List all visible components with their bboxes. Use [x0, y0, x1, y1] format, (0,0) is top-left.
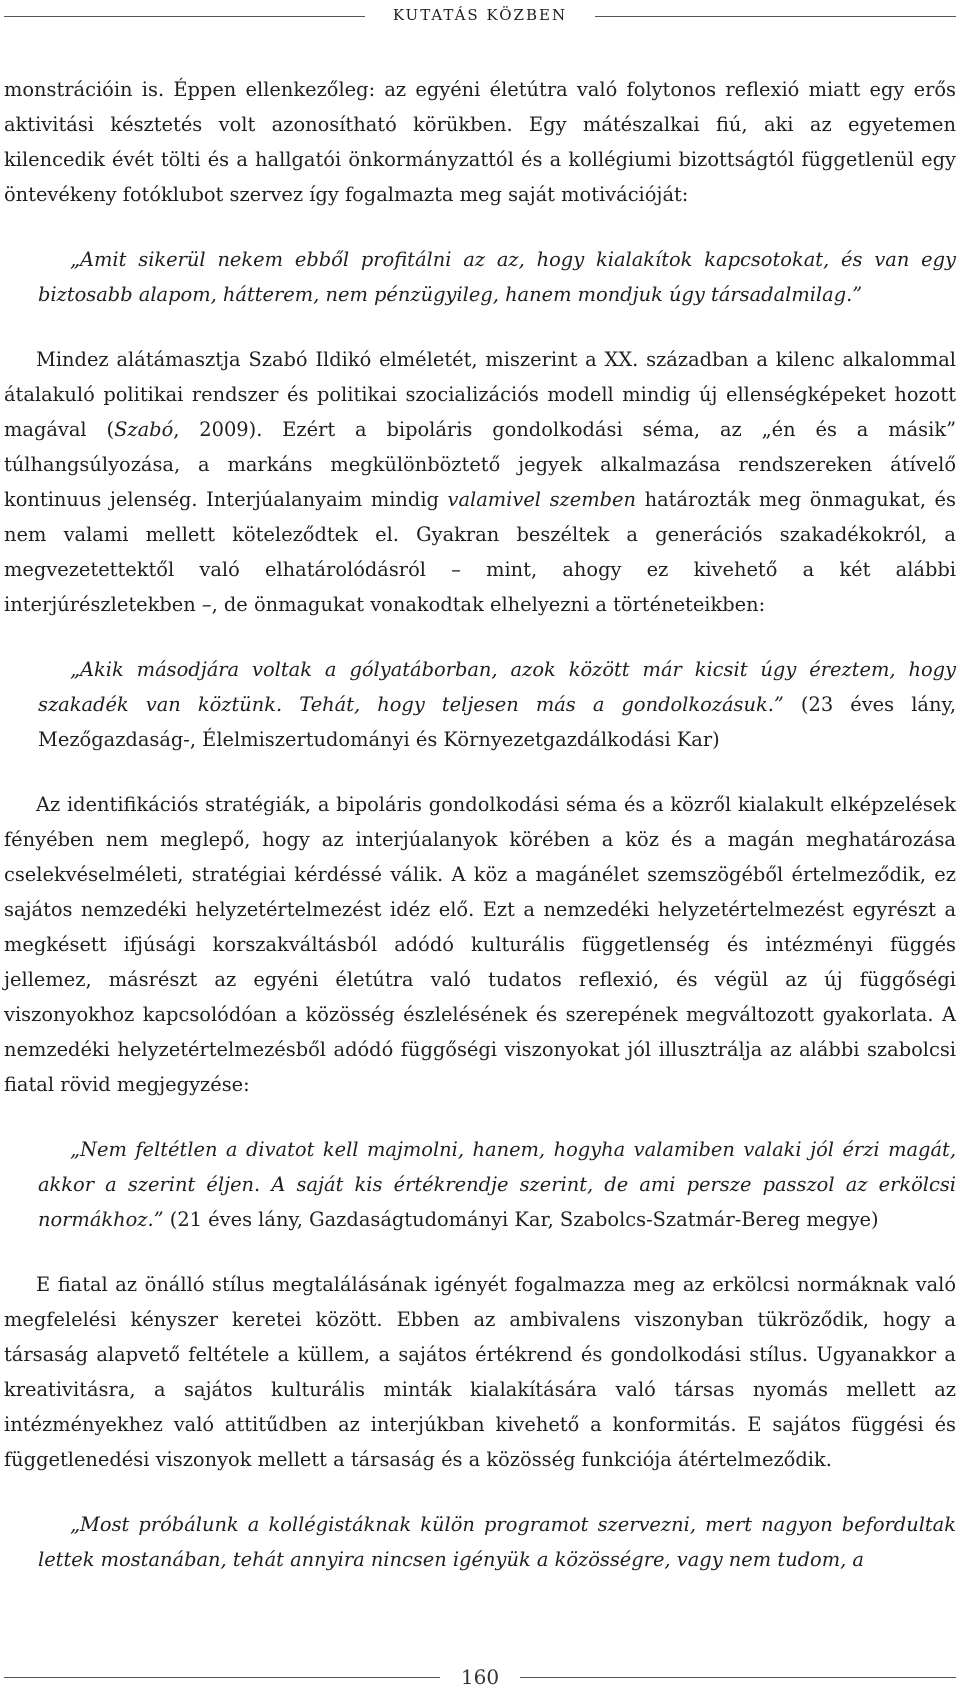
citation-author: Szabó [114, 418, 174, 441]
quote-2-source: (23 éves lány, Mezőgazdaság-, Élelmiszertudományi és Környezetgazdálkodási Kar) [38, 693, 956, 751]
paragraph-1: monstrációin is. Éppen ellenkezőleg: az egyéni életútra való folytonos reflexió miatt egy erős aktivitási késztetés volt azonosítható körükben. Egy mátészalkai fiú, aki az egyetemen kilencedik évét tölti és a hallgatói önkormányzattól és a kollégiumi bizottságtól függetlenül egy öntevékeny fotóklubot szervez így fogalmazta meg saját motivációját: [4, 78, 956, 206]
interview-quote-3 [4, 1132, 956, 1237]
page-number: 160 [460, 1665, 500, 1689]
page-footer [0, 1665, 960, 1691]
paragraph-4: E fiatal az önálló stílus megtalálásának igényét fogalmazza meg az erkölcsi normáknak való megfelelési kényszer keretei között. Ebben az ambivalens viszonyban tükröződik, hogy a társaság alapvető feltétele a küllem, a sajátos értékrend és gondolkodási stílus. Ugyanakkor a kreativitásra, a sajátos kulturális minták kialakítására való társas nyomás mellett az intézményekhez való attitűdben az interjúkban kivehető a konformitás. E sajátos függési és függetlenedési viszonyok mellett a társaság és a közösség funkciója átértelmeződik. [4, 1273, 956, 1471]
page-body [4, 72, 956, 1607]
paragraph-3: Az identifikációs stratégiák, a bipoláris gondolkodási séma és a közről kialakult elképzelések fényében nem meglepő, hogy az interjúalanyok körében a köz és a magán meghatározása cselekvéselméleti, stratégiai kérdéssé válik. A köz a magánélet szemszögéből értelmeződik, ez sajátos nemzedéki helyzetértelmezést idéz elő. Ezt a nemzedéki helyzetértelmezést egyrészt a megkésett ifjúsági korszakváltásból adódó kulturális függetlenség és intézményi függés jellemez, másrészt az egyéni életútra való tudatos reflexió, és végül az új függőségi viszonyokhoz kapcsolódóan a közösség észlelésének és szerepének megváltozott gyakorlata. A nemzedéki helyzetértelmezésből adódó függőségi viszonyokat jól illusztrálja az alábbi szabolcsi fiatal rövid megjegyzése: [4, 793, 956, 1096]
interview-quote-1 [4, 242, 956, 312]
emphasis-phrase: valamivel szemben [447, 488, 637, 511]
quote-1-text: „Amit sikerül nekem ebből profitálni az az, hogy kialakítok kapcsotokat, és van egy biztosabb alapom, hátterem, nem pénzügyileg, hanem mondjuk úgy társadalmilag.” [38, 248, 956, 306]
interview-quote-4 [4, 1507, 956, 1577]
quote-3-text: „Nem feltétlen a divatot kell majmolni, hanem, hogyha valamiben valaki jól érzi magát, akkor a szerint éljen. A saját kis értékrendje szerint, de ami persze passzol az erkölcsi normákhoz.” [38, 1138, 956, 1231]
paragraph-2-part-c: határozták meg önmagukat, és nem valami mellett köteleződtek el. Gyakran beszéltek a generációs szakadékokról, a megvezetettektől való elhatárolódásról – mint, ahogy ez kivehető a két alábbi interjúrészletekben –, de önmagukat vonakodtak elhelyezni a történeteikben: [4, 488, 956, 616]
paragraph-2-part-b: , 2009). Ezért a bipoláris gondolkodási séma, az „én és a másik” túlhangsúlyozása, a markáns megkülönböztető jegyek alkalmazása rendszereken átívelő kontinuus jelenség. Interjúalanyaim mindig [4, 418, 956, 511]
quote-4-text: „Most próbálunk a kollégistáknak külön programot szervezni, mert nagyon befordultak lettek mostanában, tehát annyira nincsen igényük a közösségre, vagy nem tudom, a [38, 1513, 956, 1571]
running-header [0, 6, 960, 28]
header-rule-right [595, 16, 956, 17]
paragraph-2 [4, 342, 956, 622]
paragraph-2-part-a: Mindez alátámasztja Szabó Ildikó elméletét, miszerint a XX. században a kilenc alkalommal átalakuló politikai rendszer és politikai szocializációs modell mindig új ellenségképeket hozott magával ( [4, 348, 956, 441]
footer-rule-right [520, 1677, 956, 1678]
interview-quote-2 [4, 652, 956, 757]
quote-3-source: (21 éves lány, Gazdaságtudományi Kar, Szabolcs-Szatmár-Bereg megye) [163, 1208, 879, 1231]
running-title: KUTATÁS KÖZBEN [392, 6, 568, 24]
quote-2-text: „Akik másodjára voltak a gólyatáborban, azok között már kicsit úgy éreztem, hogy szakadék van köztünk. Tehát, hogy teljesen más a gondolkozásuk.” [38, 658, 956, 716]
footer-rule-left [4, 1677, 440, 1678]
header-rule-left [4, 16, 365, 17]
